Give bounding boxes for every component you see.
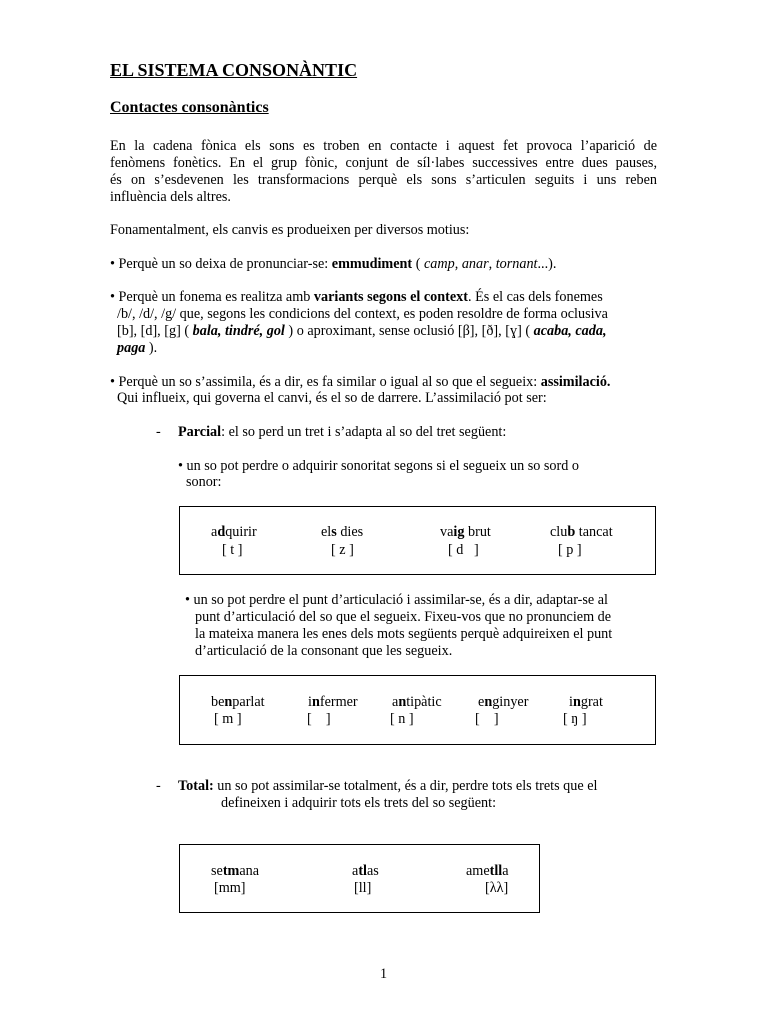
parcial-text: : el so perd un tret i s’adapta al so del tret següent: bbox=[221, 424, 507, 440]
bullet-emmudiment bbox=[110, 256, 556, 272]
bullet-variants-line1 bbox=[110, 289, 603, 305]
dash-marker: - bbox=[156, 778, 161, 794]
articulacio-line3: la mateixa manera les enes dels mots següents perquè adquireixen el punt bbox=[195, 626, 613, 642]
ipa-transcription: [ ] bbox=[475, 711, 499, 727]
total-examples-box bbox=[179, 844, 540, 913]
intro-line: En la cadena fònica els sons es troben en contacte i aquest fet provoca l’aparició de bbox=[110, 138, 657, 154]
bullet-text: [b], [d], [g] ( bbox=[117, 323, 193, 339]
total-line2: defineixen i adquirir tots els trets del so següent: bbox=[221, 795, 497, 811]
sonoritat-examples-box bbox=[179, 506, 656, 575]
ipa-transcription: [ m ] bbox=[214, 711, 242, 727]
ipa-transcription: [ d ] bbox=[448, 542, 479, 558]
example-word: ingrat bbox=[569, 694, 603, 710]
ipa-transcription: [ t ] bbox=[222, 542, 243, 558]
ipa-transcription: [ll] bbox=[354, 880, 372, 896]
example-word: ametlla bbox=[466, 863, 509, 879]
term-variants: variants segons el context bbox=[313, 289, 468, 305]
example-word: club tancat bbox=[550, 524, 613, 540]
intro-paragraph bbox=[110, 138, 657, 206]
bullet-text: ...). bbox=[537, 256, 557, 272]
ipa-transcription: [ ŋ ] bbox=[563, 711, 587, 727]
bullet-variants-line2: /b/, /d/, /g/ que, segons les condicions del context, es poden resoldre de forma oclusiva bbox=[117, 306, 608, 322]
intro-line: és on s’esdevenen les transformacions perquè els sons s’articulen seguits i uns reben bbox=[110, 172, 657, 188]
example-words: acaba, cada, bbox=[533, 323, 607, 339]
example-word: setmana bbox=[211, 863, 260, 879]
sonoritat-line2: sonor: bbox=[186, 474, 222, 490]
articulacio-line1: • un so pot perdre el punt d’articulació i assimilar-se, és a dir, adaptar-se al bbox=[185, 592, 608, 608]
page-title: EL SISTEMA CONSONÀNTIC bbox=[110, 60, 358, 80]
total-text: un so pot assimilar-se totalment, és a dir, perdre tots els trets que el bbox=[213, 778, 598, 794]
bullet-text: . És el cas dels fonemes bbox=[467, 289, 603, 305]
articulacio-line2: punt d’articulació del so que el segueix. Fixeu-vos que no pronunciem de bbox=[195, 609, 612, 625]
ipa-transcription: [ ] bbox=[307, 711, 331, 727]
example-word: els dies bbox=[321, 524, 364, 540]
bullet-text: ) o aproximant, sense oclusió [β], [ð], [ɣ] ( bbox=[284, 323, 534, 339]
example-word: antipàtic bbox=[392, 694, 442, 710]
parcial-line bbox=[178, 424, 506, 440]
bullet-text: ( bbox=[412, 256, 424, 272]
example-word: enginyer bbox=[478, 694, 529, 710]
articulacio-line4: d’articulació de la consonant que les segueix. bbox=[195, 643, 453, 659]
separator: , bbox=[488, 256, 496, 272]
ipa-transcription: [ z ] bbox=[331, 542, 354, 558]
page-number: 1 bbox=[380, 966, 388, 982]
example-word: atlas bbox=[352, 863, 379, 879]
ipa-transcription: [ n ] bbox=[390, 711, 414, 727]
example-words: bala, tindré, gol bbox=[192, 323, 285, 339]
term-emmudiment: emmudiment bbox=[331, 256, 413, 272]
example-word: paga bbox=[117, 340, 146, 356]
intro-line: fenòmens fonètics. En el grup fònic, conjunt de síl·labes successives entre dues pauses, bbox=[110, 155, 657, 171]
term-assimilacio: assimilació. bbox=[540, 374, 611, 390]
example-word: vaig brut bbox=[440, 524, 491, 540]
ipa-transcription: [λλ] bbox=[485, 880, 509, 896]
sonoritat-line1: • un so pot perdre o adquirir sonoritat segons si el segueix un so sord o bbox=[178, 458, 579, 474]
term-total: Total: bbox=[178, 778, 214, 794]
section-subtitle: Contactes consonàntics bbox=[110, 99, 269, 116]
example-word: anar bbox=[461, 256, 489, 272]
bullet-variants-line3 bbox=[117, 323, 607, 339]
example-word: camp bbox=[423, 256, 455, 272]
bullet-text: • Perquè un so deixa de pronunciar-se: bbox=[110, 256, 332, 272]
ipa-transcription: [mm] bbox=[214, 880, 246, 896]
bullet-text: • Perquè un fonema es realitza amb bbox=[110, 289, 314, 305]
bullet-assimilacio-line1 bbox=[110, 374, 610, 390]
motius-line: Fonamentalment, els canvis es produeixen per diversos motius: bbox=[110, 222, 470, 238]
bullet-variants-line4 bbox=[117, 340, 157, 356]
ipa-transcription: [ p ] bbox=[558, 542, 582, 558]
articulacio-examples-box bbox=[179, 675, 656, 745]
example-word: adquirir bbox=[211, 524, 257, 540]
example-word: infermer bbox=[308, 694, 358, 710]
intro-line: influència dels altres. bbox=[110, 189, 231, 205]
total-line1 bbox=[178, 778, 597, 794]
example-word: benparlat bbox=[211, 694, 265, 710]
dash-marker: - bbox=[156, 424, 161, 440]
example-word: tornant bbox=[495, 256, 538, 272]
term-parcial: Parcial bbox=[178, 424, 222, 440]
separator: , bbox=[454, 256, 462, 272]
bullet-text: • Perquè un so s’assimila, és a dir, es fa similar o igual al so que el segueix: bbox=[110, 374, 541, 390]
bullet-assimilacio-line2: Qui influeix, qui governa el canvi, és el so de darrere. L’assimilació pot ser: bbox=[117, 390, 547, 406]
bullet-text: ). bbox=[145, 340, 158, 356]
